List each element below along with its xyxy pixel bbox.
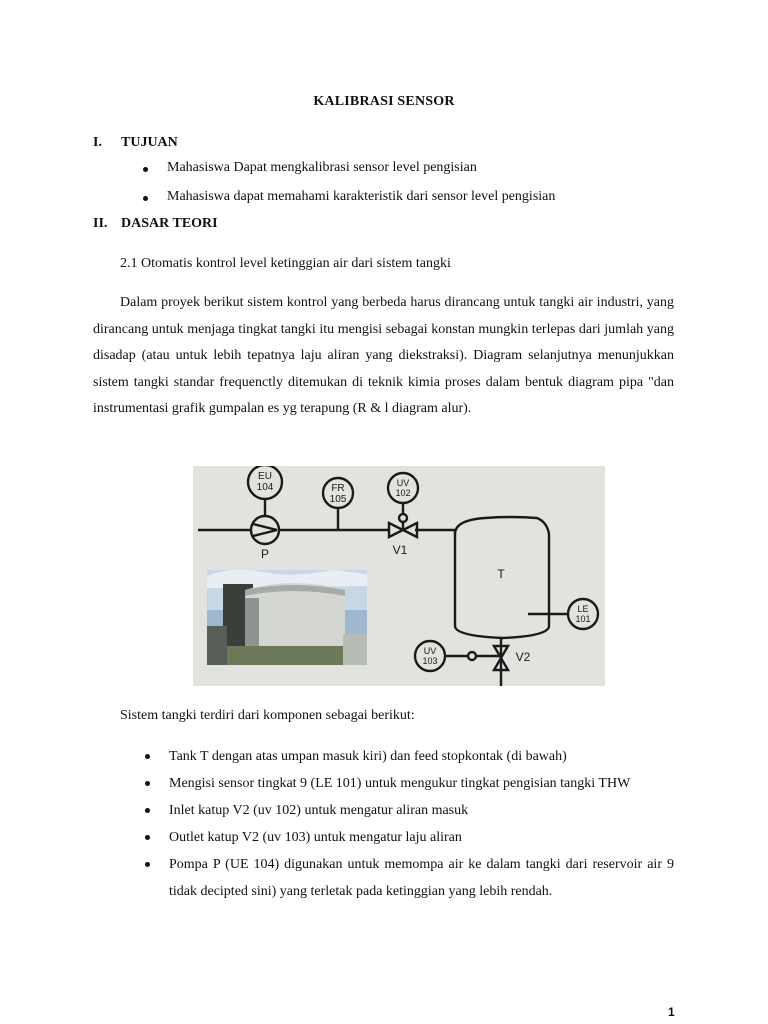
- list-item: Pompa P (UE 104) digunakan untuk memompa air ke dalam tangki dari reservoir air 9 tidak decipted sini) yang terletak pada ketinggian yang lebih rendah.: [143, 851, 674, 905]
- subsection-heading: 2.1 Otomatis kontrol level ketinggian air dari sistem tangki: [120, 256, 451, 271]
- bullet-icon: [143, 167, 148, 172]
- list-item-text: Mahasiswa Dapat mengkalibrasi sensor level pengisian: [167, 160, 477, 175]
- uv102-number: 102: [395, 488, 411, 498]
- fr-number: 105: [329, 494, 347, 505]
- le-number: 101: [575, 614, 591, 624]
- tank-photo: [207, 570, 367, 665]
- component-list-caption: Sistem tangki terdiri dari komponen sebagai berikut:: [120, 708, 415, 723]
- page-title: KALIBRASI SENSOR: [313, 94, 455, 109]
- section-number: II.: [93, 216, 108, 231]
- list-item: Tank T dengan atas umpan masuk kiri) dan feed stopkontak (di bawah): [143, 743, 674, 770]
- pid-diagram: [193, 466, 605, 686]
- section-title: TUJUAN: [121, 135, 178, 150]
- le-label: LE: [577, 604, 589, 614]
- bullet-icon: [143, 196, 148, 201]
- section-heading-dasar-teori: [93, 216, 218, 232]
- component-list: [143, 743, 674, 905]
- list-item: Mengisi sensor tingkat 9 (LE 101) untuk mengukur tingkat pengisian tangki THW: [143, 770, 674, 797]
- list-item: Inlet katup V2 (uv 102) untuk mengatur aliran masuk: [143, 797, 674, 824]
- page-number: 1: [668, 1005, 675, 1019]
- eu-label: EU: [258, 471, 272, 482]
- tank-system-figure: [193, 466, 605, 686]
- pump-label: P: [260, 547, 270, 561]
- v1-label: V1: [392, 543, 408, 557]
- eu-number: 104: [256, 482, 274, 493]
- section-title: DASAR TEORI: [121, 216, 218, 231]
- uv103-number: 103: [422, 656, 438, 666]
- uv102-label: UV: [396, 478, 410, 488]
- v2-label: V2: [515, 650, 531, 664]
- list-item-text: Mahasiswa dapat memahami karakteristik dari sensor level pengisian: [167, 189, 556, 204]
- tank-label: T: [497, 567, 505, 581]
- body-paragraph: Dalam proyek berikut sistem kontrol yang berbeda harus dirancang untuk tangki air industri, yang dirancang untuk menjaga tingkat tangki itu mengisi sebagai konstan mungkin terlepas dari jumlah yang disadap (atau untuk lebih tepatnya laju aliran yang diekstraksi). Diagram selanjutnya menunjukkan sistem tangki standar frequenctly ditemukan di teknik kimia proses dalam bentuk diagram pipa "dan instrumentasi grafik gumpalan es yg terapung (R & l diagram alur).: [93, 295, 674, 417]
- fr-label: FR: [331, 483, 345, 494]
- section-number: I.: [93, 135, 102, 150]
- list-item: Outlet katup V2 (uv 103) untuk mengatur laju aliran: [143, 824, 674, 851]
- section-heading-tujuan: [93, 135, 178, 151]
- uv103-label: UV: [423, 646, 437, 656]
